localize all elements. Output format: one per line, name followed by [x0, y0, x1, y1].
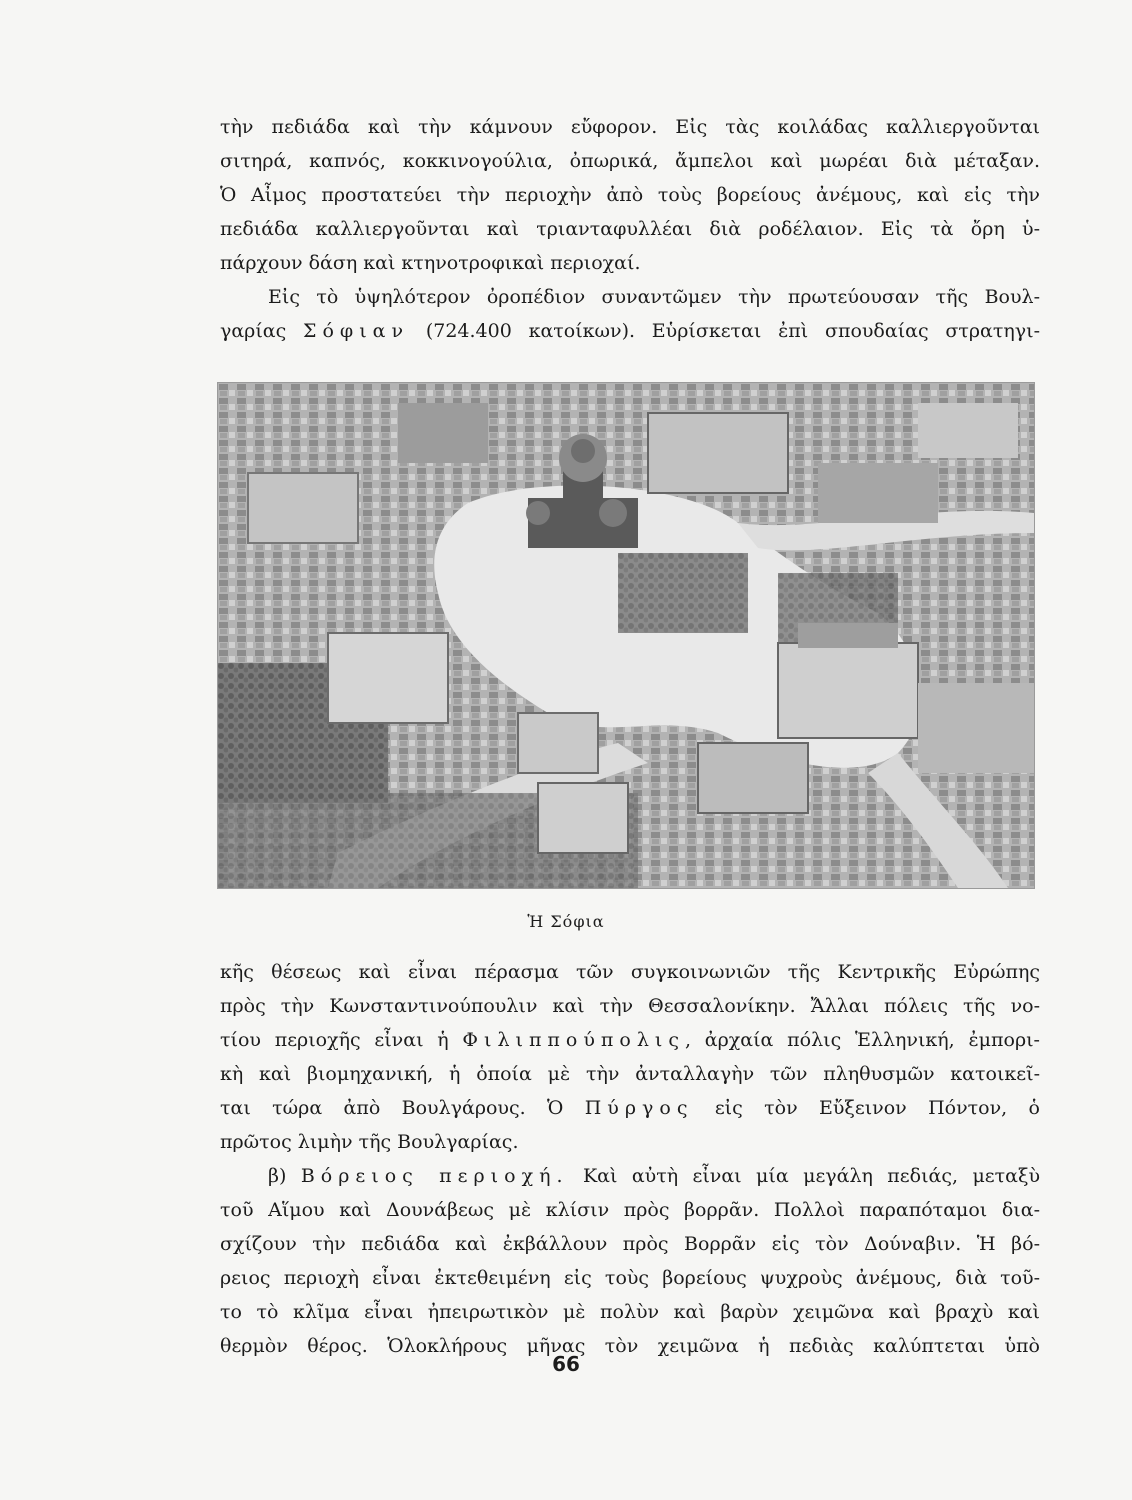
city-name-sofia: Σόφιαν — [303, 320, 410, 342]
text-line: ρειος περιοχὴ εἶναι ἐκτεθειμένη εἰς τοὺς βορείους ψυχροὺς ἀνέμους, διὰ τοῦ- — [220, 1267, 1040, 1289]
text-line: κὴ καὶ βιομηχανική, ἡ ὁποία μὲ τὴν ἀνταλλαγὴν τῶν πληθυσμῶν κατοικεῖ- — [220, 1063, 1040, 1085]
text-line — [220, 1159, 1040, 1193]
photo-illustration — [218, 383, 1034, 888]
section-heading: Βόρειος περιοχή. — [300, 1165, 569, 1187]
text-line: τοῦ Αἵμου καὶ Δουνάβεως μὲ κλίσιν πρὸς βορρᾶν. Πολλοὶ παραπόταμοι δια- — [220, 1199, 1040, 1221]
text-line: Ὁ Αἶμος προστατεύει τὴν περιοχὴν ἀπὸ τοὺς βορείους ἀνέμους, καὶ εἰς τὴν — [220, 184, 1040, 206]
text-run: , ἀρχαία πόλις Ἑλληνική, ἐμπορι- — [684, 1029, 1040, 1051]
paragraph-top — [220, 110, 1040, 348]
text-line — [220, 314, 1040, 348]
text-run: (724.400 κατοίκων). Εὑρίσκεται ἐπὶ σπουδαίας στρατηγι- — [425, 320, 1040, 342]
text-line: κῆς θέσεως καὶ εἶναι πέρασμα τῶν συγκοινωνιῶν τῆς Κεντρικῆς Εὐρώπης — [220, 961, 1040, 983]
text-line: πεδιάδα καλλιεργοῦνται καὶ τριανταφυλλέαι διὰ ροδέλαιον. Εἰς τὰ ὄρη ὑ- — [220, 218, 1040, 240]
text-line: πρῶτος λιμὴν τῆς Βουλγαρίας. — [220, 1131, 519, 1153]
text-line: το τὸ κλῖμα εἶναι ἠπειρωτικὸν μὲ πολὺν καὶ βαρὺν χειμῶνα καὶ βραχὺ καὶ — [220, 1301, 1040, 1323]
text-line: σχίζουν τὴν πεδιάδα καὶ ἐκβάλλουν πρὸς Βορρᾶν εἰς τὸν Δούναβιν. Ἡ βό- — [220, 1233, 1040, 1255]
city-name-filippoupolis: Φιλιππούπολις — [462, 1029, 685, 1051]
text-run: ται τώρα ἀπὸ Βουλγάρους. Ὁ — [220, 1097, 564, 1119]
text-line — [220, 1091, 1040, 1125]
page-number: 66 — [552, 1352, 580, 1376]
text-line: πάρχουν δάση καὶ κτηνοτροφικαὶ περιοχαί. — [220, 252, 641, 274]
city-name-pyrgos: Πύργος — [584, 1097, 694, 1119]
paragraph-bottom — [220, 955, 1040, 1363]
text-line: σιτηρά, καπνός, κοκκινογούλια, ὀπωρικά, ἄμπελοι καὶ μωρέαι διὰ μέταξαν. — [220, 150, 1040, 172]
text-line: πρὸς τὴν Κωνσταντινούπουλιν καὶ τὴν Θεσσαλονίκην. Ἄλλαι πόλεις τῆς νο- — [220, 995, 1040, 1017]
text-run: γαρίας — [220, 320, 287, 342]
text-run: εἰς τὸν Εὔξεινον Πόντον, ὁ — [714, 1097, 1040, 1119]
text-line — [220, 1023, 1040, 1057]
figure-caption: Ἡ Σόφια — [527, 912, 605, 931]
sofia-aerial-photo — [217, 382, 1035, 889]
text-run: Καὶ αὐτὴ εἶναι μία μεγάλη πεδιάς, μεταξὺ — [582, 1165, 1040, 1187]
text-run: τίου περιοχῆς εἶναι ἡ — [220, 1029, 449, 1051]
text-line: θερμὸν θέρος. Ὁλοκλήρους μῆνας τὸν χειμῶνα ἡ πεδιὰς καλύπτεται ὑπὸ — [220, 1335, 1040, 1357]
text-line: Εἰς τὸ ὑψηλότερον ὀροπέδιον συναντῶμεν τὴν πρωτεύουσαν τῆς Βουλ- — [268, 286, 1040, 308]
text-line: τὴν πεδιάδα καὶ τὴν κάμνουν εὔφορον. Εἰς τὰς κοιλάδας καλλιεργοῦνται — [220, 116, 1040, 138]
section-marker: β) — [268, 1165, 287, 1187]
